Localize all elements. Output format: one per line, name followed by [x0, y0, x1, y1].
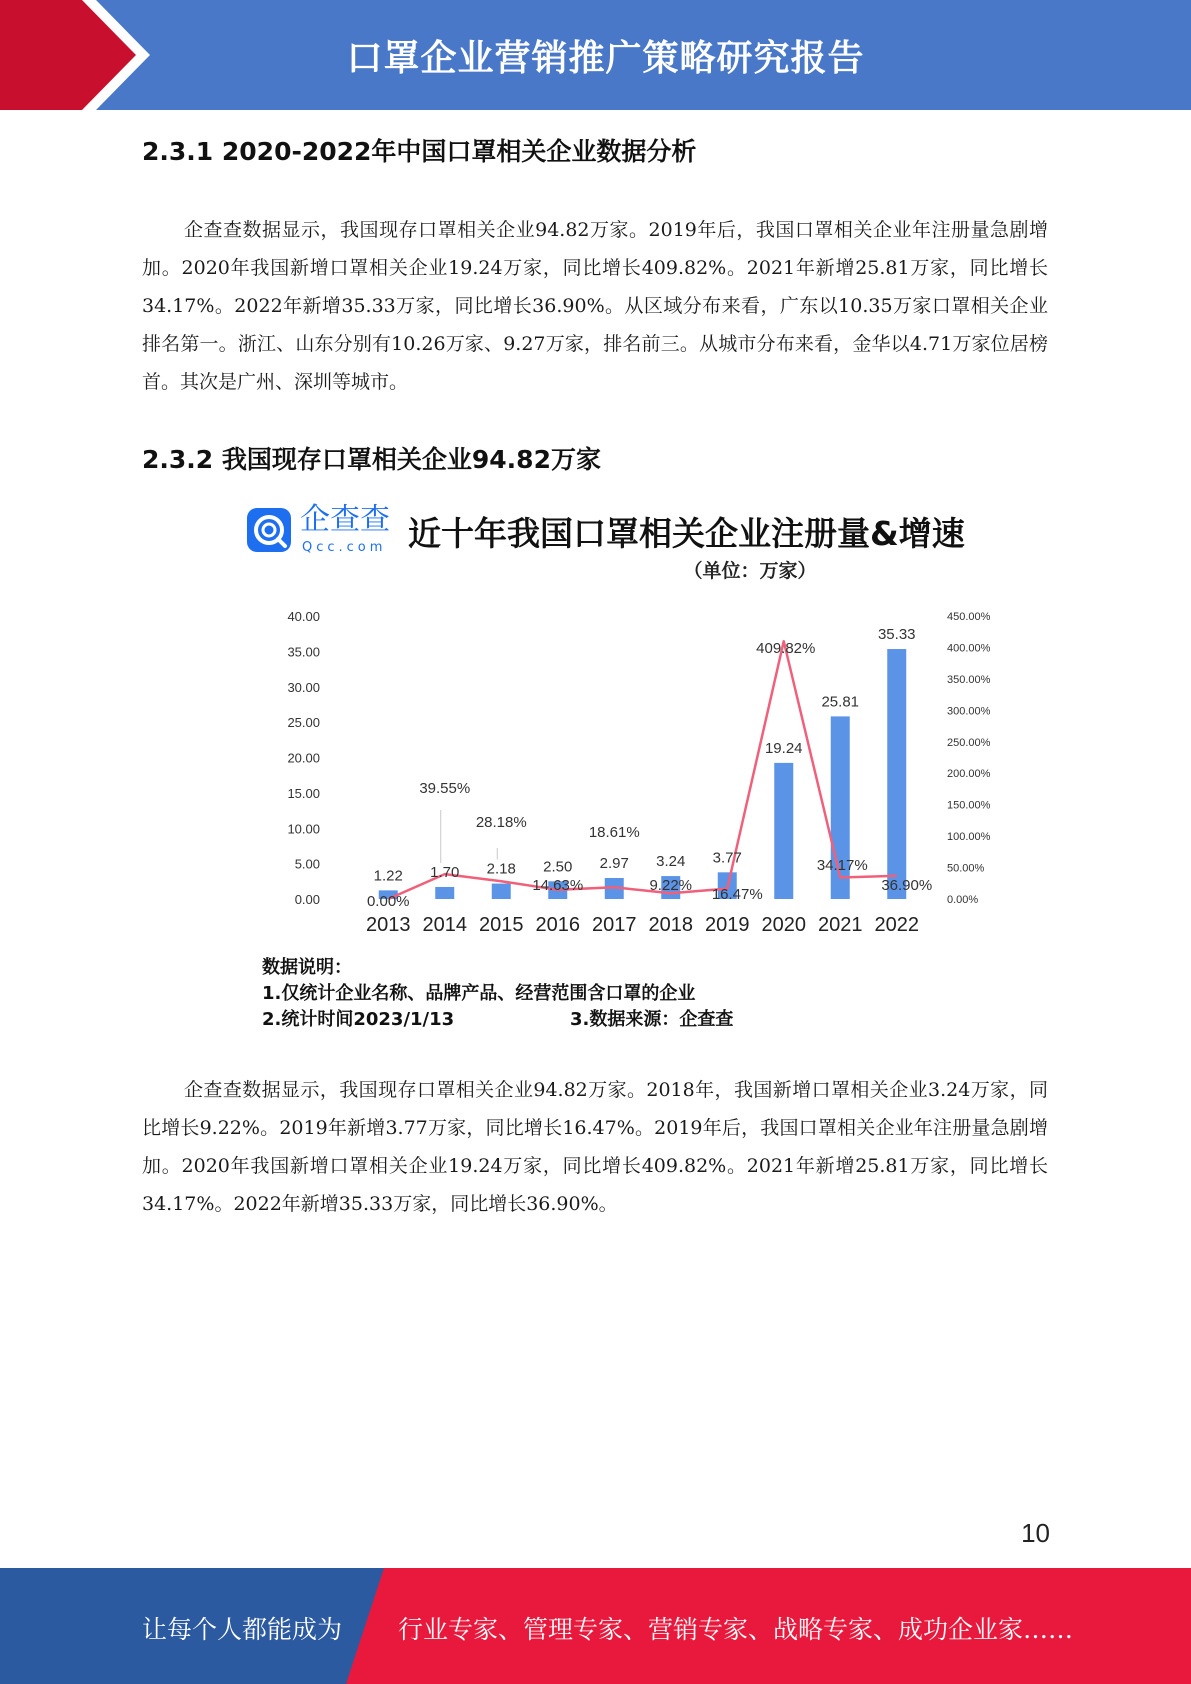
- chart-title: 近十年我国口罩相关企业注册量&增速: [408, 514, 965, 553]
- growth-value-label: 34.17%: [816, 857, 868, 874]
- y-left-tick-label: 0.00: [294, 892, 320, 907]
- y-right-tick-label: 350.00%: [947, 673, 991, 686]
- y-left-tick-label: 30.00: [287, 679, 320, 695]
- bar-value-label: 3.24: [656, 853, 686, 871]
- x-tick-label: 2022: [874, 914, 919, 936]
- bar: [492, 884, 511, 899]
- note-1: 1.仅统计企业名称、品牌产品、经营范围含口罩的企业: [262, 983, 696, 1004]
- bar-value-label: 2.97: [599, 854, 629, 872]
- x-tick-label: 2016: [535, 914, 580, 936]
- notes-title: 数据说明：: [262, 957, 352, 978]
- y-right-tick-label: 450.00%: [947, 611, 991, 623]
- y-right-tick-label: 300.00%: [947, 705, 991, 718]
- growth-value-label: 9.22%: [649, 877, 693, 894]
- y-left-tick-label: 5.00: [294, 856, 320, 872]
- bar-value-label: 19.24: [764, 739, 803, 757]
- growth-value-label: 28.18%: [475, 814, 527, 831]
- page-header: [0, 0, 1191, 110]
- bar: [774, 763, 793, 899]
- note-3: 3.数据来源：企查查: [570, 1009, 734, 1030]
- growth-value-label: 36.90%: [881, 877, 933, 894]
- y-right-tick-label: 250.00%: [947, 736, 991, 749]
- report-title: 口罩企业营销推广策略研究报告: [346, 37, 865, 79]
- chart-subtitle: （单位：万家）: [683, 560, 817, 582]
- section-heading-2-3-2: 2.3.2 我国现存口罩相关企业94.82万家: [142, 445, 601, 474]
- bar: [887, 649, 906, 899]
- section-2-3-1-paragraph: 企查查数据显示，我国现存口罩相关企业94.82万家。2019年后，我国口罩相关企业年注册量急剧增加。2020年我国新增口罩相关企业19.24万家，同比增长409.82%。2021年新增25.81万家，同比增长34.17%。2022年新增35.33万家，同比增长36.90%。从区域分布来看，广东以10.35万家口罩相关企业排名第一。浙江、山东分别有10.26万家、9.27万家，排名前三。从城市分布来看，金华以4.71万家位居榜首。其次是广州、深圳等城市。: [142, 219, 1048, 393]
- growth-value-label: 39.55%: [419, 780, 471, 797]
- x-tick-label: 2015: [479, 914, 524, 936]
- growth-value-label: 409.82%: [756, 640, 816, 657]
- x-tick-label: 2021: [818, 914, 863, 936]
- y-left-tick-label: 10.00: [287, 821, 320, 837]
- y-right-tick-label: 400.00%: [947, 642, 991, 655]
- bar-value-label: 35.33: [877, 626, 916, 644]
- footer-slogan-left: 让每个人都能成为: [142, 1615, 343, 1644]
- bar-value-label: 3.77: [712, 849, 742, 867]
- note-2: 2.统计时间2023/1/13: [262, 1009, 455, 1030]
- footer-slogan-right: 行业专家、管理专家、营销专家、战略专家、成功企业家……: [398, 1615, 1074, 1644]
- y-right-tick-label: 0.00%: [947, 894, 979, 906]
- y-left-tick-label: 20.00: [287, 750, 320, 766]
- data-notes: [262, 955, 782, 1033]
- page-number: 10: [1021, 1518, 1050, 1548]
- x-tick-label: 2014: [422, 914, 467, 936]
- growth-value-label: 16.47%: [711, 886, 763, 903]
- y-right-tick-label: 200.00%: [947, 768, 991, 781]
- y-left-tick-label: 40.00: [287, 609, 320, 624]
- y-right-tick-label: 50.00%: [947, 862, 985, 875]
- bar-value-label: 1.22: [373, 867, 403, 885]
- combo-chart: [240, 600, 1030, 945]
- y-right-tick-label: 150.00%: [947, 799, 991, 812]
- y-left-tick-label: 15.00: [287, 785, 320, 801]
- bar-value-label: 25.81: [821, 693, 860, 711]
- x-tick-label: 2019: [705, 914, 750, 936]
- x-tick-label: 2017: [592, 914, 637, 936]
- y-left-tick-label: 25.00: [287, 715, 320, 731]
- growth-value-label: 18.61%: [588, 824, 640, 841]
- qcc-logo-icon: [247, 508, 291, 552]
- section-heading-2-3-1: 2.3.1 2020-2022年中国口罩相关企业数据分析: [142, 137, 697, 166]
- x-tick-label: 2013: [366, 914, 411, 936]
- growth-value-label: 14.63%: [532, 877, 584, 894]
- qcc-logo-domain: Qcc.com: [302, 540, 387, 555]
- bar-value-label: 2.18: [486, 860, 516, 878]
- x-tick-label: 2020: [761, 914, 806, 936]
- bar-value-label: 2.50: [543, 858, 573, 876]
- bar-value-label: 1.70: [430, 863, 460, 881]
- section-2-3-2-paragraph: 企查查数据显示，我国现存口罩相关企业94.82万家。2018年，我国新增口罩相关企业3.24万家，同比增长9.22%。2019年新增3.77万家，同比增长16.47%。2019年后，我国口罩相关企业年注册量急剧增加。2020年我国新增口罩相关企业19.24万家，同比增长409.82%。2021年新增25.81万家，同比增长34.17%。2022年新增35.33万家，同比增长36.90%。: [142, 1079, 1048, 1215]
- qcc-logo-name: 企查查: [300, 502, 390, 537]
- bar: [435, 887, 454, 899]
- y-left-tick-label: 35.00: [287, 644, 320, 660]
- growth-value-label: 0.00%: [366, 893, 410, 910]
- x-tick-label: 2018: [648, 914, 693, 936]
- y-right-tick-label: 100.00%: [947, 831, 991, 844]
